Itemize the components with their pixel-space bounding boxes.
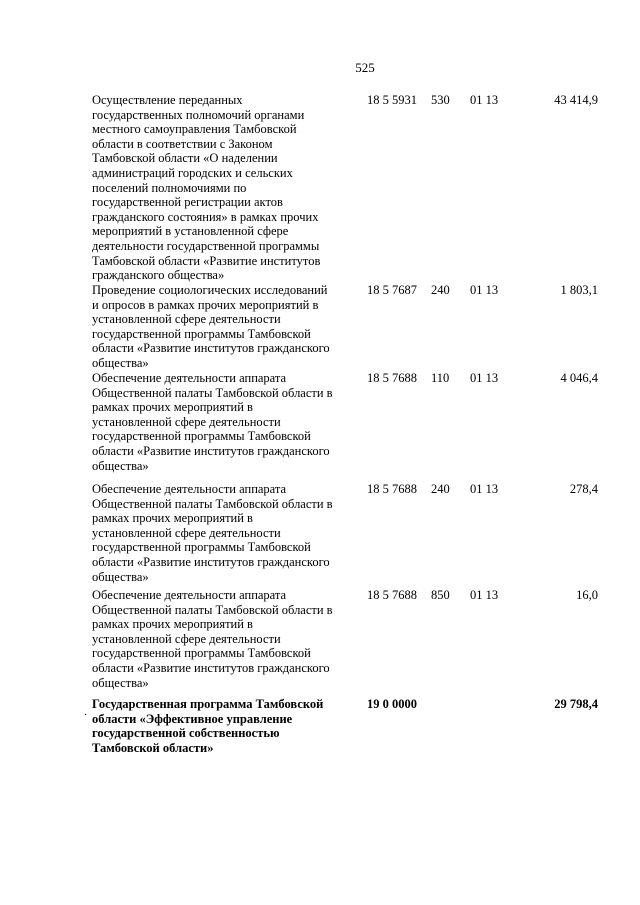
table-row-program-total	[92, 697, 602, 759]
section-subsection-code: 01 13	[470, 588, 499, 602]
target-article-code: 18 5 5931	[367, 93, 417, 107]
target-article-code: 18 5 7687	[367, 283, 417, 297]
amount-value: 278,4	[569, 482, 598, 496]
row-description: Обеспечение деятельности аппарата Общественной палаты Тамбовской области в рамках прочих мероприятий в установленной сфере деятельности государственной программы Тамбовской области «Развитие институтов гражданского общества»	[92, 371, 333, 473]
expense-type-code: 240	[431, 482, 450, 496]
budget-table	[92, 93, 602, 759]
amount-value: 43 414,9	[554, 93, 598, 107]
target-article-code: 18 5 7688	[367, 371, 417, 385]
expense-type-code: 850	[431, 588, 450, 602]
page-number: 525	[355, 60, 375, 75]
amount-value: 4 046,4	[560, 371, 598, 385]
target-article-code: 18 5 7688	[367, 482, 417, 496]
row-description: Государственная программа Тамбовской области «Эффективное управление государственной собственностью Тамбовской области»	[92, 697, 324, 755]
table-row	[92, 482, 602, 588]
table-row	[92, 93, 602, 283]
amount-value: 16,0	[576, 588, 598, 602]
section-subsection-code: 01 13	[470, 371, 499, 385]
amount-value: 1 803,1	[560, 283, 598, 297]
table-row	[92, 283, 602, 371]
section-subsection-code: 01 13	[470, 283, 499, 297]
row-description: Обеспечение деятельности аппарата Общественной палаты Тамбовской области в рамках прочих мероприятий в установленной сфере деятельности государственной программы Тамбовской области «Развитие институтов гражданского общества»	[92, 588, 333, 690]
row-description: Проведение социологических исследований и опросов в рамках прочих мероприятий в установленной сфере деятельности государственной программы Тамбовской области «Развитие институтов гражданского общества»	[92, 283, 330, 370]
section-subsection-code: 01 13	[470, 482, 499, 496]
target-article-code: 19 0 0000	[367, 697, 417, 711]
amount-value: 29 798,4	[554, 697, 598, 711]
margin-dot: ·	[84, 710, 88, 721]
row-description: Обеспечение деятельности аппарата Общественной палаты Тамбовской области в рамках прочих мероприятий в установленной сфере деятельности государственной программы Тамбовской области «Развитие институтов гражданского общества»	[92, 482, 333, 584]
row-description: Осуществление переданных государственных полномочий органами местного самоуправления Тамбовской области в соответствии с Законом Тамбовской области «О наделении администраций городских и сельских поселений полномочиями по государственной регистрации актов гражданского состояния» в рамках прочих мероприятий в установленной сфере деятельности государственной программы Тамбовской области «Развитие институтов гражданского общества»	[92, 93, 321, 283]
expense-type-code: 530	[431, 93, 450, 107]
table-row	[92, 588, 602, 697]
section-subsection-code: 01 13	[470, 93, 499, 107]
expense-type-code: 240	[431, 283, 450, 297]
table-row	[92, 371, 602, 482]
expense-type-code: 110	[431, 371, 450, 385]
target-article-code: 18 5 7688	[367, 588, 417, 602]
